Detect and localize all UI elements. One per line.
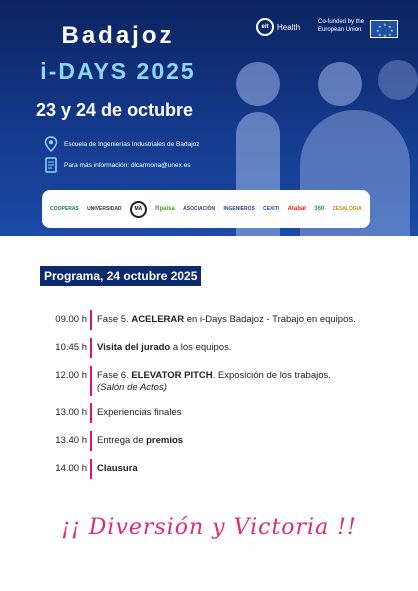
item-divider bbox=[90, 459, 92, 479]
event-title: i-DAYS 2025 bbox=[40, 58, 196, 84]
venue-row bbox=[44, 136, 200, 152]
eu-flag-icon: ★ ★ ★ ★ ★ ★ ★ ★ bbox=[370, 20, 398, 38]
slogan-text: ¡¡ Diversión y Victoria !! bbox=[61, 515, 357, 540]
venue-text: Escuela de Ingenierías Industriales de Badajoz bbox=[64, 140, 200, 148]
contact-text[interactable]: Para más información: dlcarmona@unex.es bbox=[64, 161, 191, 169]
item-description: Clausura bbox=[97, 463, 138, 474]
decor-circle bbox=[236, 62, 280, 106]
sponsor-logo: MA bbox=[130, 201, 147, 218]
sponsor-logo: ZESALOGIA bbox=[332, 206, 362, 212]
item-time: 12.00 h bbox=[55, 370, 87, 381]
item-time: 14.00 h bbox=[55, 463, 87, 474]
eit-logo-mark: eit bbox=[256, 18, 274, 36]
program-item bbox=[40, 403, 380, 423]
program-item bbox=[40, 459, 380, 479]
item-divider bbox=[90, 403, 92, 423]
item-description: Fase 5. ACELERAR en i-Days Badajoz - Trabajo en equipos. bbox=[97, 314, 356, 325]
item-divider bbox=[90, 310, 92, 330]
document-icon bbox=[44, 157, 58, 173]
city-title: Badajoz bbox=[61, 22, 175, 49]
sponsor-logo: COOPERAS bbox=[50, 206, 79, 212]
eu-line2: European Union bbox=[318, 27, 362, 33]
item-time: 13.00 h bbox=[55, 407, 87, 418]
program-item bbox=[40, 310, 380, 330]
item-time: 10.45 h bbox=[55, 342, 87, 353]
sponsor-logo: CEXITI bbox=[263, 206, 280, 212]
item-divider bbox=[90, 338, 92, 358]
sponsor-logo: 360 bbox=[314, 206, 325, 212]
decor-circle bbox=[318, 62, 362, 106]
item-note: (Salón de Actos) bbox=[97, 382, 167, 393]
sponsor-logo: INGENIEROS bbox=[223, 206, 255, 212]
sponsor-logo: Rpaisa bbox=[155, 206, 175, 212]
item-description: Fase 6. ELEVATOR PITCH. Exposición de los trabajos. (Salón de Actos) bbox=[97, 370, 331, 393]
eit-label: Health bbox=[277, 22, 301, 32]
item-divider bbox=[90, 366, 92, 396]
item-description: Experiencias finales bbox=[97, 407, 182, 418]
eit-health-logo bbox=[256, 18, 300, 36]
decor-circle bbox=[378, 60, 418, 100]
program-title: Programa, 24 octubre 2025 bbox=[40, 266, 201, 286]
item-time: 09.00 h bbox=[55, 314, 87, 325]
contact-row bbox=[44, 157, 191, 173]
sponsor-logo: Atabal bbox=[287, 206, 306, 212]
eu-line1: Co-funded by the bbox=[318, 19, 365, 25]
sponsor-logo: ASOCIACIÓN bbox=[183, 206, 216, 212]
item-divider bbox=[90, 431, 92, 451]
sponsor-logo: UNIVERSIDAD bbox=[87, 206, 122, 212]
program-item bbox=[40, 338, 380, 358]
program-item bbox=[40, 366, 380, 396]
program-item bbox=[40, 431, 380, 451]
item-description: Entrega de premios bbox=[97, 435, 184, 446]
hero-banner bbox=[0, 0, 418, 236]
sponsor-logo-strip bbox=[42, 190, 370, 228]
location-pin-icon bbox=[44, 136, 58, 152]
event-dates: 23 y 24 de octubre bbox=[36, 100, 194, 120]
item-time: 13.40 h bbox=[55, 435, 87, 446]
eu-cofunded-text bbox=[318, 18, 364, 34]
item-description: Visita del jurado a los equipos. bbox=[97, 342, 232, 353]
